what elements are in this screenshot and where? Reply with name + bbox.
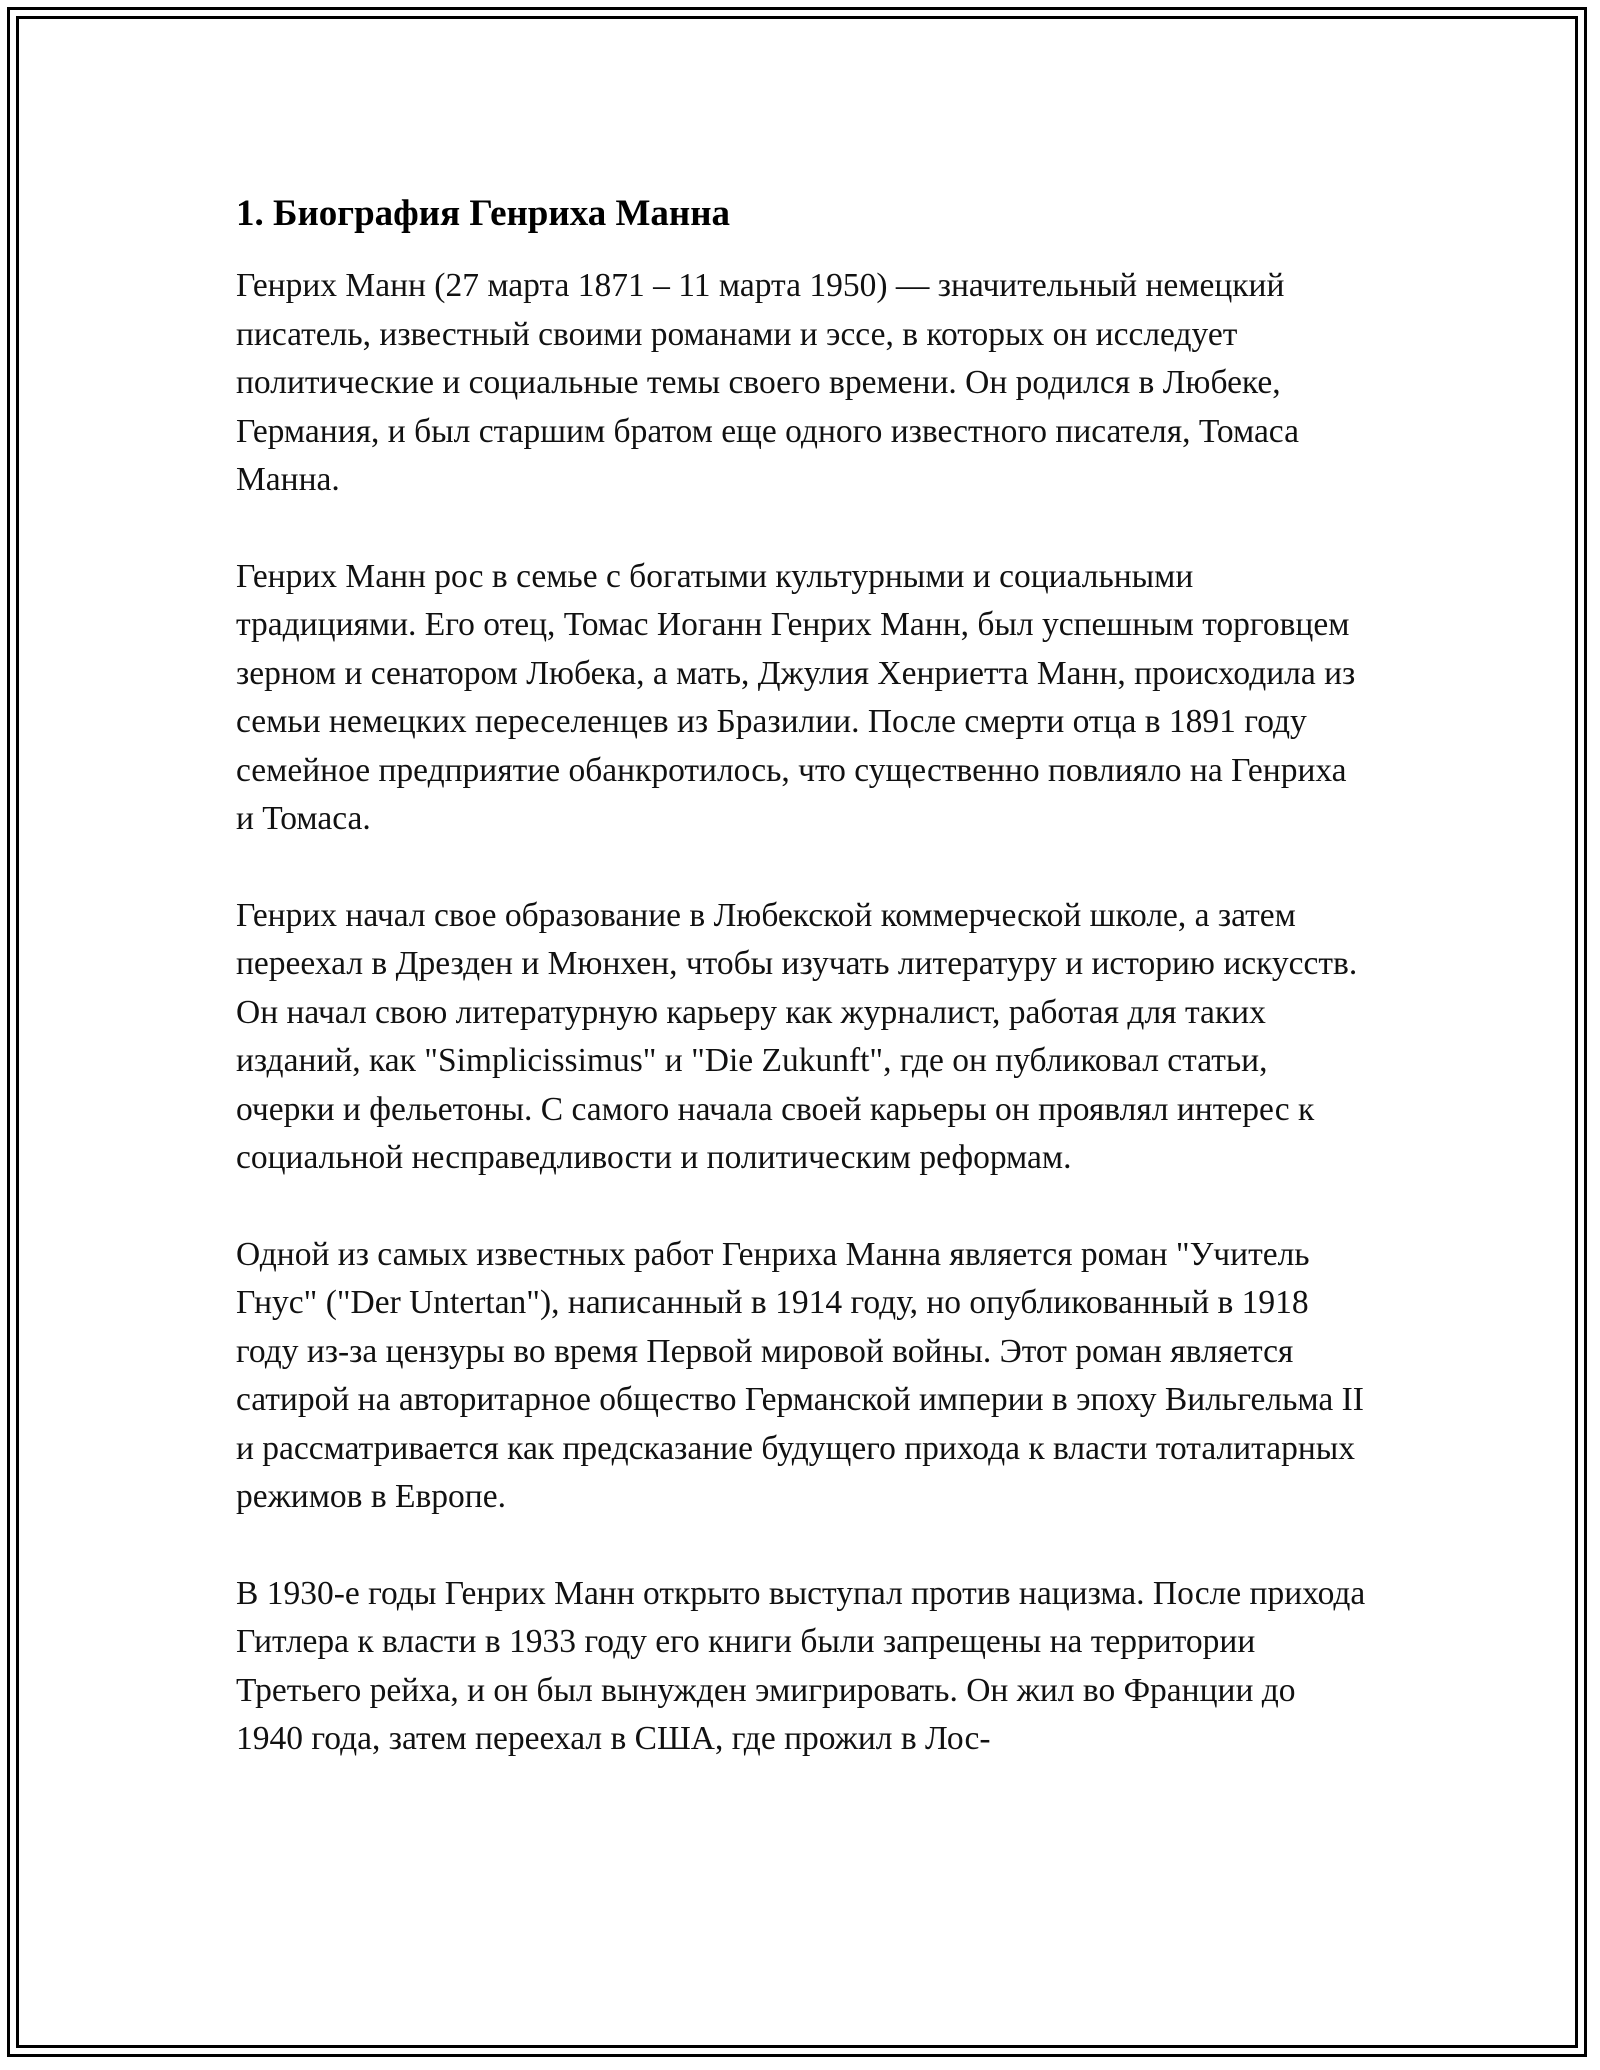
paragraph-emigration: В 1930-е годы Генрих Манн открыто выступал против нацизма. После прихода Гитлера к власти в 1933 году его книги были запрещены на территории Третьего рейха, и он был вынужден эмигрировать. Он жил во Франции до 1940 года, затем переехал в США, где прожил в Лос- <box>236 1574 1366 1757</box>
section-heading: 1. Биография Генриха Манна <box>236 193 731 234</box>
paragraph-der-untertan: Одной из самых известных работ Генриха Манна является роман "Учитель Гнус" ("Der Untertan"), написанный в 1914 году, но опубликованный в 1918 году из-за цензуры во время Первой мировой войны. Этот роман является сатирой на авторитарное общество Германской империи в эпоху Вильгельма II и рассматривается как предсказание будущего прихода к власти тоталитарных режимов в Европе. <box>236 1235 1364 1515</box>
paragraph-education: Генрих начал свое образование в Любекской коммерческой школе, а затем переехал в Дрезден и Мюнхен, чтобы изучать литературу и историю искусств. Он начал свою литературную карьеру как журналист, работая для таких изданий, как "Simplicissimus" и "Die Zukunft", где он публиковал статьи, очерки и фельетоны. С самого начала своей карьеры он проявлял интерес к социальной несправедливости и политическим реформам. <box>236 896 1358 1176</box>
paragraph-intro: Генрих Манн (27 марта 1871 – 11 марта 1950) — значительный немецкий писатель, известный своими романами и эссе, в которых он исследует политические и социальные темы своего времени. Он родился в Любеке, Германия, и был старшим братом еще одного известного писателя, Томаса Манна. <box>236 267 1299 498</box>
document-body <box>236 186 1366 1812</box>
paragraph-family: Генрих Манн рос в семье с богатыми культурными и социальными традициями. Его отец, Томас Иоганн Генрих Манн, был успешным торговцем зерном и сенатором Любека, а мать, Джулия Хенриетта Манн, происходила из семьи немецких переселенцев из Бразилии. После смерти отца в 1891 году семейное предприятие обанкротилось, что существенно повлияло на Генриха и Томаса. <box>236 557 1356 837</box>
